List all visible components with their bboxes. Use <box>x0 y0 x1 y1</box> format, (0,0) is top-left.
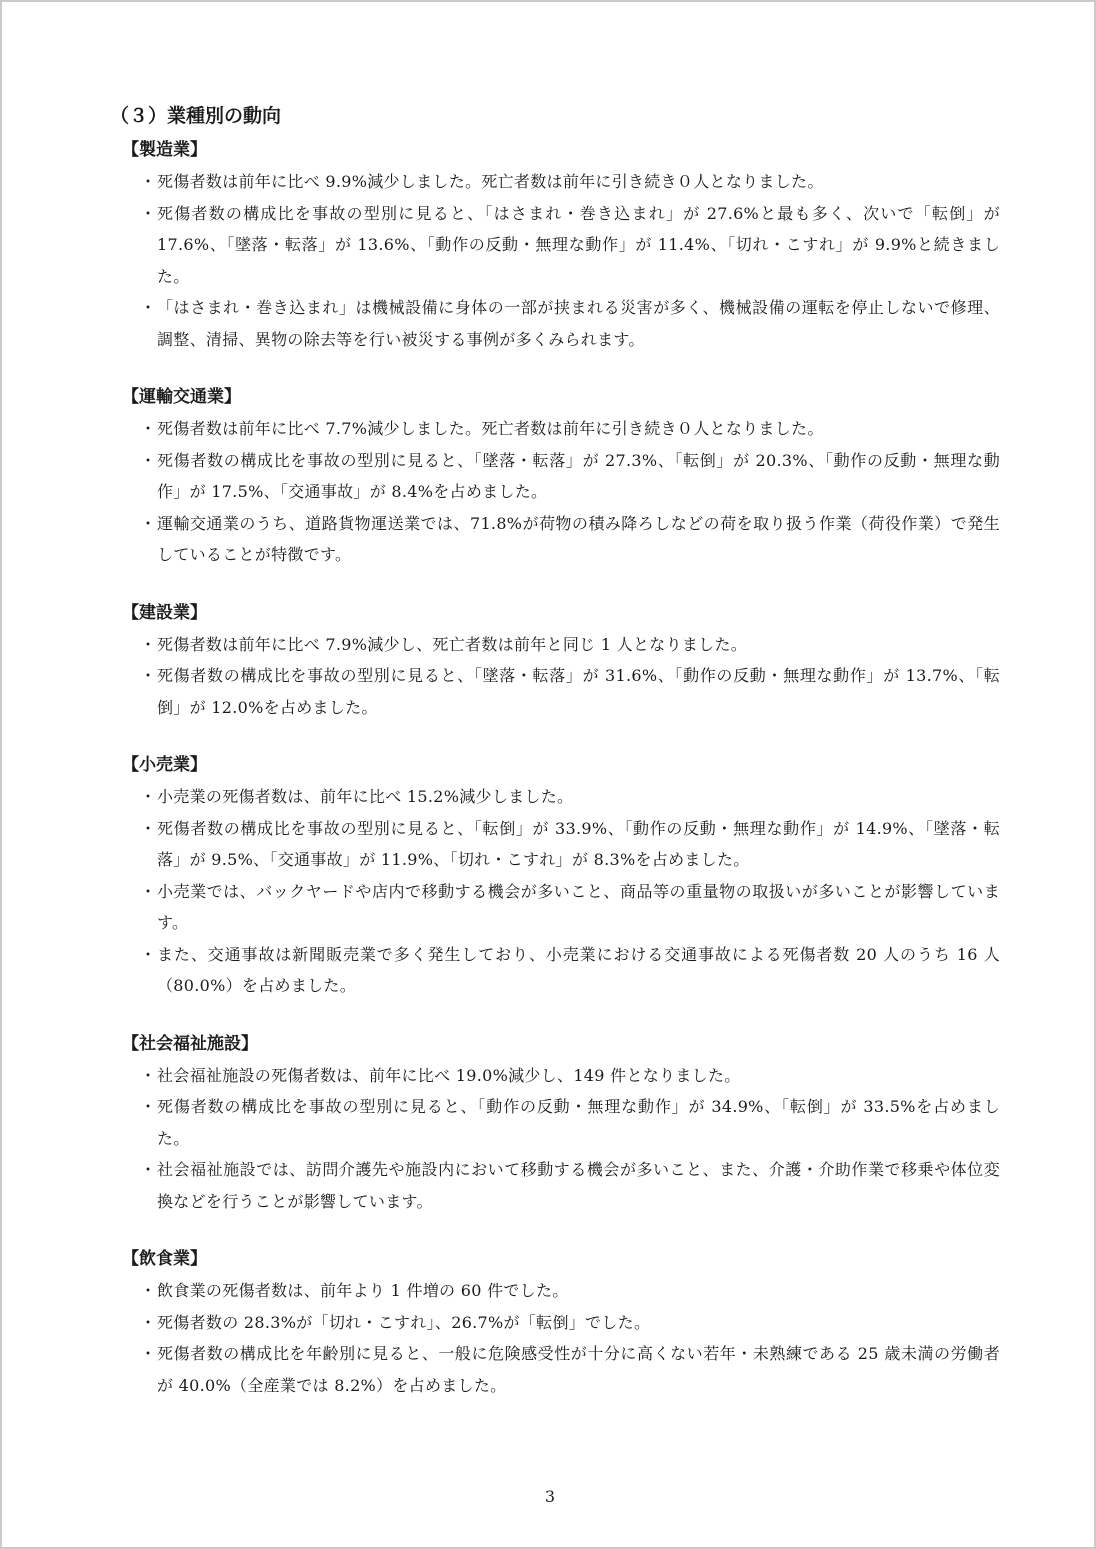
bullet-mark: ・ <box>140 1344 157 1363</box>
bullet-item <box>140 781 1000 813</box>
bullet-text: 死傷者数の構成比を事故の型別に見ると、「動作の反動・無理な動作」が 34.9%、「転倒」が 33.5%を占めました。 <box>157 1097 1000 1148</box>
bullet-text: 社会福祉施設の死傷者数は、前年に比べ 19.0%減少し、149 件となりました。 <box>157 1065 741 1085</box>
bullet-mark: ・ <box>140 1312 157 1332</box>
bullet-text: 社会福祉施設では、訪問介護先や施設内において移動する機会が多いこと、また、介護・介助作業で移乗や体位変換などを行うことが影響しています。 <box>157 1160 1000 1211</box>
bullet-text: 死傷者数は前年に比べ 7.9%減少し、死亡者数は前年と同じ 1 人となりました。 <box>157 634 748 654</box>
bullet-mark: ・ <box>140 881 157 901</box>
section <box>110 749 1000 1002</box>
bullet-text: 死傷者数の構成比を事故の型別に見ると、「転倒」が 33.9%、「動作の反動・無理な動作」が 14.9%、「墜落・転落」が 9.5%、「交通事故」が 11.9%、「切れ・こすれ」が 8.3%を占めました。 <box>157 818 1000 869</box>
bullet-mark: ・ <box>140 513 157 533</box>
section-heading: 【社会福祉施設】 <box>122 1033 258 1054</box>
bullet-item <box>140 813 1000 876</box>
bullet-text: 「はさまれ・巻き込まれ」は機械設備に身体の一部が挟まれる災害が多く、機械設備の運転を停止しないで修理、調整、清掃、異物の除去等を行い被災する事例が多くみられます。 <box>157 298 1000 349</box>
bullet-list <box>110 1060 1000 1218</box>
bullet-text: 死傷者数の構成比を事故の型別に見ると、「墜落・転落」が 31.6%、「動作の反動・無理な動作」が 13.7%、「転倒」が 12.0%を占めました。 <box>157 666 1000 717</box>
bullet-item <box>140 1307 1000 1339</box>
section-heading: 【小売業】 <box>122 755 207 775</box>
section <box>110 134 1000 355</box>
bullet-item <box>140 1060 1000 1092</box>
bullet-text: 小売業では、バックヤードや店内で移動する機会が多いこと、商品等の重量物の取扱いが多いことが影響しています。 <box>157 881 1000 932</box>
section-heading: 【飲食業】 <box>122 1249 207 1269</box>
bullet-item <box>140 445 1000 508</box>
bullet-item <box>140 413 1000 445</box>
bullet-mark: ・ <box>140 172 157 191</box>
section <box>110 597 1000 724</box>
bullet-text: 小売業の死傷者数は、前年に比べ 15.2%減少しました。 <box>157 787 574 806</box>
bullet-item <box>140 198 1000 293</box>
bullet-list <box>110 1275 1000 1401</box>
bullet-item <box>140 508 1000 571</box>
bullet-item <box>140 629 1000 661</box>
bullet-item <box>140 292 1000 355</box>
bullet-mark: ・ <box>140 1160 157 1179</box>
bullet-text: 死傷者数の構成比を事故の型別に見ると、「はさまれ・巻き込まれ」が 27.6%と最も多く、次いで「転倒」が 17.6%、「墜落・転落」が 13.6%、「動作の反動・無理な動作」が 11.4%、「切れ・こすれ」が 9.9%と続きました。 <box>157 203 1000 286</box>
section-heading: 【運輸交通業】 <box>122 387 241 407</box>
bullet-text: 死傷者数の構成比を年齢別に見ると、一般に危険感受性が十分に高くない若年・未熟練である 25 歳未満の労働者が 40.0%（全産業では 8.2%）を占めました。 <box>157 1344 1000 1395</box>
section <box>110 381 1000 571</box>
bullet-text: 運輸交通業のうち、道路貨物運送業では、71.8%が荷物の積み降ろしなどの荷を取り扱う作業（荷役作業）で発生していることが特徴です。 <box>157 513 1000 564</box>
bullet-mark: ・ <box>140 1097 157 1116</box>
bullet-item <box>140 939 1000 1002</box>
bullet-mark: ・ <box>140 1281 157 1300</box>
bullet-item <box>140 1275 1000 1307</box>
bullet-list <box>110 781 1000 1002</box>
page-title: （３）業種別の動向 <box>110 105 282 127</box>
sections-container <box>110 134 1000 1401</box>
section <box>110 1028 1000 1218</box>
bullet-item <box>140 1154 1000 1217</box>
bullet-item <box>140 876 1000 939</box>
bullet-mark: ・ <box>140 666 157 685</box>
bullet-text: 死傷者数の構成比を事故の型別に見ると、「墜落・転落」が 27.3%、「転倒」が 20.3%、「動作の反動・無理な動作」が 17.5%、「交通事故」が 8.4%を占めました。 <box>157 450 1000 501</box>
bullet-item <box>140 660 1000 723</box>
section-heading: 【製造業】 <box>122 140 207 160</box>
bullet-text: 飲食業の死傷者数は、前年より 1 件増の 60 件でした。 <box>157 1281 569 1300</box>
bullet-text: 死傷者数は前年に比べ 7.7%減少しました。死亡者数は前年に引き続き０人となりました。 <box>157 419 824 438</box>
bullet-mark: ・ <box>140 298 157 317</box>
bullet-mark: ・ <box>140 419 157 438</box>
bullet-text: 死傷者数は前年に比べ 9.9%減少しました。死亡者数は前年に引き続き０人となりました。 <box>157 172 824 191</box>
bullet-text: また、交通事故は新聞販売業で多く発生しており、小売業における交通事故による死傷者数 20 人のうち 16 人（80.0%）を占めました。 <box>157 944 1000 995</box>
bullet-mark: ・ <box>140 818 157 838</box>
bullet-mark: ・ <box>140 203 157 223</box>
bullet-mark: ・ <box>140 1065 157 1085</box>
bullet-mark: ・ <box>140 634 157 654</box>
section <box>110 1243 1000 1401</box>
bullet-item <box>140 1091 1000 1154</box>
document-body <box>110 100 1000 1427</box>
bullet-mark: ・ <box>140 450 157 470</box>
bullet-list <box>110 413 1000 571</box>
bullet-mark: ・ <box>140 944 157 964</box>
bullet-item <box>140 166 1000 198</box>
section-heading: 【建設業】 <box>122 602 207 623</box>
bullet-item <box>140 1338 1000 1401</box>
bullet-list <box>110 629 1000 724</box>
bullet-list <box>110 166 1000 355</box>
bullet-mark: ・ <box>140 787 157 806</box>
bullet-text: 死傷者数の 28.3%が「切れ・こすれ」、26.7%が「転倒」でした。 <box>157 1312 651 1332</box>
page-number: 3 <box>544 1487 556 1506</box>
